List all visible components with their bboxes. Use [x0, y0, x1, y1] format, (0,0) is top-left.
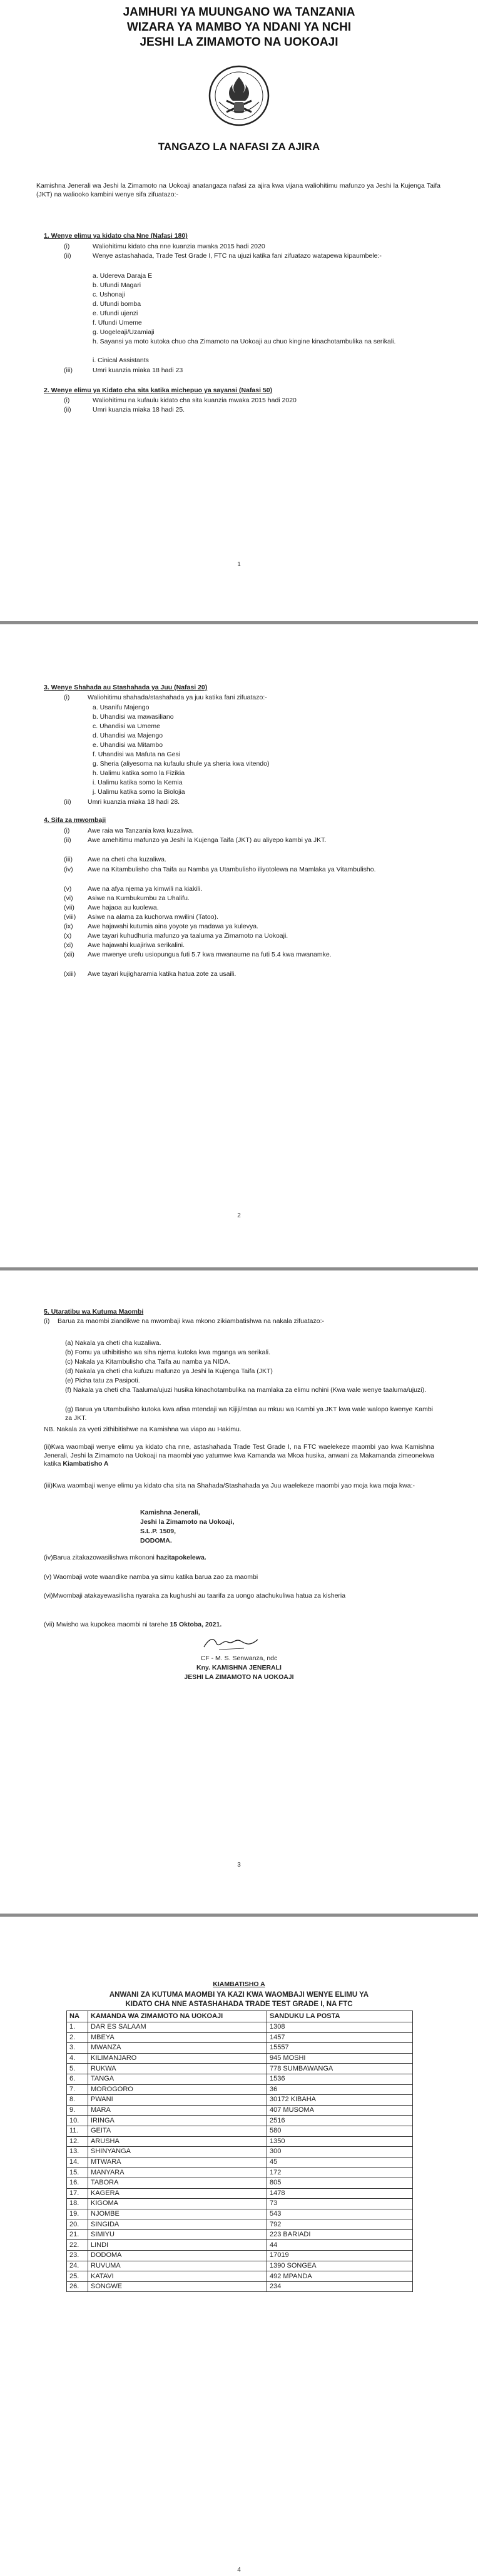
region-commander: PWANI	[88, 2095, 267, 2106]
section-1-item: Wenye astashahada, Trade Test Grade I, FTC na ujuzi katika fani zifuatazo watapewa kipaumbele:-	[93, 252, 382, 260]
table-row	[67, 2064, 413, 2074]
region-commander: KIGOMA	[88, 2199, 267, 2209]
row-number: 23.	[67, 2251, 88, 2261]
row-number: 25.	[67, 2271, 88, 2282]
table-row	[67, 2261, 413, 2271]
postal-box: 36	[267, 2084, 413, 2095]
nb-note: NB. Nakala za vyeti zithibitishwe na Kamishna wa viapo au Hakimu.	[44, 1426, 242, 1433]
postal-box: 45	[267, 2157, 413, 2168]
item-number: (v)	[44, 1573, 52, 1581]
item-number: (vii)	[64, 904, 74, 911]
qualification-item: Asiwe na Kumbukumbu za Uhalifu.	[88, 895, 190, 902]
fire-rescue-emblem-icon	[208, 64, 270, 127]
qualification-item: Awe amehitimu mafunzo ya Jeshi la Kujenga Taifa (JKT) au aliyepo kambi ya JKT.	[88, 836, 327, 844]
page-4	[0, 1917, 478, 2576]
postal-box: 792	[267, 2219, 413, 2230]
address-line: S.L.P. 1509,	[140, 1528, 176, 1535]
list-item: g. Sheria (aliyesoma na kufaulu shule ya sheria kwa vitendo)	[93, 760, 270, 768]
item-number: (v)	[64, 885, 72, 893]
item-number: (i)	[64, 827, 70, 834]
region-commander: DAR ES SALAAM	[88, 2022, 267, 2033]
item-number: (vii)	[44, 1621, 54, 1628]
application-item	[44, 1482, 434, 1491]
qualification-item: Awe mwenye urefu usiopungua futi 5.7 kwa mwanaume na futi 5.4 kwa mwanamke.	[88, 951, 332, 958]
header-line-1: JAMHURI YA MUUNGANO WA TANZANIA	[123, 6, 355, 19]
row-number: 11.	[67, 2126, 88, 2136]
row-number: 3.	[67, 2043, 88, 2054]
attachment-item: (b) Fomu ya uthibitisho wa siha njema kutoka kwa mganga wa serikali.	[65, 1349, 270, 1356]
table-row	[67, 2105, 413, 2116]
qualification-item: Awe tayari kujigharamia katika hatua zote za usaili.	[88, 970, 236, 978]
region-commander: KATAVI	[88, 2271, 267, 2282]
row-number: 12.	[67, 2136, 88, 2147]
region-commander: NJOMBE	[88, 2209, 267, 2219]
region-commander: ARUSHA	[88, 2136, 267, 2147]
row-number: 9.	[67, 2105, 88, 2116]
signatory-title: Kny. KAMISHNA JENERALI	[196, 1664, 282, 1671]
table-row	[67, 2168, 413, 2178]
section-1-item: Waliohitimu kidato cha nne kuanzia mwaka 2015 hadi 2020	[93, 243, 265, 250]
commanders-address-table	[66, 2011, 413, 2292]
region-commander: MANYARA	[88, 2168, 267, 2178]
table-row	[67, 2199, 413, 2209]
table-row	[67, 2116, 413, 2126]
list-item: e. Ufundi ujenzi	[93, 310, 138, 317]
header-line-3: JESHI LA ZIMAMOTO NA UOKOAJI	[140, 36, 338, 49]
item-number: (vi)	[44, 1592, 53, 1600]
list-item: i. Ualimu katika somo la Kemia	[93, 779, 183, 786]
row-number: 10.	[67, 2116, 88, 2126]
signature-block	[145, 1654, 333, 1682]
region-commander: RUKWA	[88, 2064, 267, 2074]
row-number: 19.	[67, 2209, 88, 2219]
postal-box: 15557	[267, 2043, 413, 2054]
postal-box: 234	[267, 2281, 413, 2292]
page-3	[0, 1270, 478, 1914]
qualification-item: Awe na cheti cha kuzaliwa.	[88, 856, 166, 863]
application-item	[44, 1573, 258, 1582]
deadline-date: 15 Oktoba, 2021.	[170, 1621, 222, 1628]
list-item: b. Uhandisi wa mawasiliano	[93, 713, 174, 721]
postal-box: 1478	[267, 2188, 413, 2199]
column-header: SANDUKU LA POSTA	[267, 2011, 413, 2022]
section-1-item: Umri kuanzia miaka 18 hadi 23	[93, 367, 183, 374]
item-number: (ii)	[44, 1443, 51, 1451]
row-number: 7.	[67, 2084, 88, 2095]
attachment-item: (d) Nakala ya cheti cha kufuzu mafunzo ya Jeshi la Kujenga Taifa (JKT)	[65, 1367, 273, 1375]
table-row	[67, 2074, 413, 2084]
postal-box: 1350	[267, 2136, 413, 2147]
item-text: Mwisho wa kupokea maombi ni tarehe	[56, 1621, 170, 1628]
region-commander: TABORA	[88, 2178, 267, 2188]
page-number: 2	[237, 1212, 241, 1219]
row-number: 15.	[67, 2168, 88, 2178]
item-number: (iii)	[44, 1482, 53, 1489]
qualification-item: Awe hajaoa au kuolewa.	[88, 904, 159, 911]
table-row	[67, 2188, 413, 2199]
region-commander: TANGA	[88, 2074, 267, 2084]
table-row	[67, 2251, 413, 2261]
postal-box: 1457	[267, 2032, 413, 2043]
table-row	[67, 2053, 413, 2064]
list-item: h. Ualimu katika somo la Fizikia	[93, 769, 185, 777]
row-number: 16.	[67, 2178, 88, 2188]
table-row	[67, 2095, 413, 2106]
notice-title: TANGAZO LA NAFASI ZA AJIRA	[158, 141, 320, 153]
list-item: d. Ufundi bomba	[93, 300, 141, 308]
item-number: (vi)	[64, 895, 73, 902]
item-number: (i)	[44, 1317, 50, 1325]
row-number: 5.	[67, 2064, 88, 2074]
region-commander: KAGERA	[88, 2188, 267, 2199]
annex-title: KIAMBATISHO A	[213, 1980, 265, 1988]
annex-reference: Kiambatisho A	[63, 1460, 109, 1468]
region-commander: IRINGA	[88, 2116, 267, 2126]
region-commander: SINGIDA	[88, 2219, 267, 2230]
row-number: 4.	[67, 2053, 88, 2064]
table-row	[67, 2022, 413, 2033]
table-row	[67, 2157, 413, 2168]
signatory-office: JESHI LA ZIMAMOTO NA UOKOAJI	[184, 1673, 294, 1681]
row-number: 6.	[67, 2074, 88, 2084]
postal-box: 223 BARIADI	[267, 2229, 413, 2240]
table-row	[67, 2209, 413, 2219]
row-number: 20.	[67, 2219, 88, 2230]
table-row	[67, 2147, 413, 2158]
postal-box: 805	[267, 2178, 413, 2188]
qualification-item: Awe hajawahi kutumia aina yoyote ya madawa ya kulevya.	[88, 923, 258, 930]
section-3-item: Umri kuanzia miaka 18 hadi 28.	[88, 798, 180, 806]
item-text: Waombaji wote waandike namba ya simu katika barua zao za maombi	[53, 1573, 258, 1581]
postal-box: 17019	[267, 2251, 413, 2261]
list-item: f. Ufundi Umeme	[93, 319, 142, 327]
postal-box: 2516	[267, 2116, 413, 2126]
section-2-item: Waliohitimu na kufaulu kidato cha sita kuanzia mwaka 2015 hadi 2020	[93, 397, 297, 404]
item-number: (ii)	[64, 798, 71, 806]
region-commander: SONGWE	[88, 2281, 267, 2292]
item-number: (xi)	[64, 941, 73, 949]
row-number: 1.	[67, 2022, 88, 2033]
section-3-heading: 3. Wenye Shahada au Stashahada ya Juu (Nafasi 20)	[44, 684, 208, 691]
item-number: (i)	[64, 397, 70, 404]
row-number: 21.	[67, 2229, 88, 2240]
table-row	[67, 2126, 413, 2136]
row-number: 8.	[67, 2095, 88, 2106]
item-text: Barua zitakazowasilishwa mkononi	[53, 1554, 156, 1561]
postal-box: 30172 KIBAHA	[267, 2095, 413, 2106]
list-item: b. Ufundi Magari	[93, 281, 141, 289]
region-commander: MTWARA	[88, 2157, 267, 2168]
region-commander: MARA	[88, 2105, 267, 2116]
application-item	[44, 1592, 434, 1601]
table-row	[67, 2219, 413, 2230]
table-row	[67, 2271, 413, 2282]
row-number: 26.	[67, 2281, 88, 2292]
item-number: (ii)	[64, 252, 71, 260]
table-header-row	[67, 2011, 413, 2022]
list-item: a. Udereva Daraja E	[93, 272, 153, 280]
row-number: 24.	[67, 2261, 88, 2271]
section-3-item: Waliohitimu shahada/stashahada ya juu katika fani zifuatazo:-	[88, 694, 267, 701]
list-item: f. Uhandisi wa Mafuta na Gesi	[93, 751, 181, 758]
postal-box: 1308	[267, 2022, 413, 2033]
list-item: i. Cinical Assistants	[93, 357, 149, 364]
row-number: 2.	[67, 2032, 88, 2043]
page-number: 1	[237, 561, 241, 568]
row-number: 22.	[67, 2240, 88, 2251]
region-commander: GEITA	[88, 2126, 267, 2136]
section-4-heading: 4. Sifa za mwombaji	[44, 816, 106, 824]
row-number: 18.	[67, 2199, 88, 2209]
application-item	[44, 1554, 206, 1563]
section-2-heading: 2. Wenye elimu ya Kidato cha sita katika michepuo ya sayansi (Nafasi 50)	[44, 387, 273, 394]
postal-box: 407 MUSOMA	[267, 2105, 413, 2116]
application-item	[44, 1443, 434, 1469]
postal-box: 44	[267, 2240, 413, 2251]
table-row	[67, 2043, 413, 2054]
row-number: 13.	[67, 2147, 88, 2158]
table-row	[67, 2281, 413, 2292]
list-item: c. Uhandisi wa Umeme	[93, 723, 160, 730]
list-item: h. Sayansi ya moto kutoka chuo cha Zimamoto na Uokoaji au chuo kingine kinachotambulika na serikali.	[93, 338, 396, 345]
attachment-item: (g) Barua ya Utambulisho kutoka kwa afisa mtendaji wa Kijiji/mtaa au mkuu wa Kambi ya JKT kwa wale walopo kwenye Kambi za JKT.	[65, 1406, 433, 1422]
item-number: (x)	[64, 932, 72, 940]
annex-subtitle-2: KIDATO CHA NNE ASTASHAHADA TRADE TEST GRADE I, NA FTC	[125, 2000, 353, 2008]
application-item	[44, 1621, 221, 1630]
item-number: (viii)	[64, 913, 76, 921]
postal-box: 543	[267, 2209, 413, 2219]
list-item: j. Ualimu katika somo la Biolojia	[93, 788, 185, 796]
postal-box: 1536	[267, 2074, 413, 2084]
region-commander: DODOMA	[88, 2251, 267, 2261]
region-commander: MWANZA	[88, 2043, 267, 2054]
application-item: Barua za maombi ziandikwe na mwombaji kwa mkono zikiambatishwa na nakala zifuatazo:-	[58, 1317, 325, 1325]
attachment-item: (a) Nakala ya cheti cha kuzaliwa.	[65, 1339, 161, 1347]
column-header: KAMANDA WA ZIMAMOTO NA UOKOAJI	[88, 2011, 267, 2022]
item-number: (ii)	[64, 836, 71, 844]
list-item: a. Usanifu Majengo	[93, 704, 150, 711]
table-row	[67, 2178, 413, 2188]
section-2-item: Umri kuanzia miaka 18 hadi 25.	[93, 406, 185, 413]
region-commander: LINDI	[88, 2240, 267, 2251]
item-number: (ix)	[64, 923, 73, 930]
item-number: (i)	[64, 694, 70, 701]
letterhead	[0, 5, 478, 50]
item-number: (xiii)	[64, 970, 76, 978]
table-row	[67, 2084, 413, 2095]
qualification-item: Awe hajawahi kuajiriwa serikalini.	[88, 941, 185, 949]
postal-box: 945 MOSHI	[267, 2053, 413, 2064]
region-commander: SHINYANGA	[88, 2147, 267, 2158]
section-5-heading: 5. Utaratibu wa Kutuma Maombi	[44, 1308, 144, 1316]
qualification-item: Awe raia wa Tanzania kwa kuzaliwa.	[88, 827, 194, 834]
list-item: c. Ushonaji	[93, 291, 125, 298]
item-number: (ii)	[64, 406, 71, 413]
annex-subtitle-1: ANWANI ZA KUTUMA MAOMBI YA KAZI KWA WAOMBAJI WENYE ELIMU YA	[109, 1991, 369, 1999]
row-number: 17.	[67, 2188, 88, 2199]
region-commander: KILIMANJARO	[88, 2053, 267, 2064]
postal-box: 73	[267, 2199, 413, 2209]
qualification-item: Awe tayari kuhudhuria mafunzo ya taaluma ya Zimamoto na Uokoaji.	[88, 932, 288, 940]
page-2	[0, 624, 478, 1267]
address-line: Kamishna Jenerali,	[140, 1509, 200, 1516]
qualification-item: Awe na Kitambulisho cha Taifa au Namba ya Utambulisho iliyotolewa na Mamlaka ya Vitambulisho.	[88, 866, 376, 873]
region-commander: MOROGORO	[88, 2084, 267, 2095]
item-number: (xii)	[64, 951, 74, 958]
signatory-name: CF - M. S. Senwanza, ndc	[200, 1655, 278, 1662]
region-commander: MBEYA	[88, 2032, 267, 2043]
item-number: (iii)	[64, 367, 73, 374]
postal-box: 492 MPANDA	[267, 2271, 413, 2282]
section-1-heading: 1. Wenye elimu ya kidato cha Nne (Nafasi 180)	[44, 232, 188, 240]
qualification-item: Asiwe na alama za kuchorwa mwilini (Tatoo).	[88, 913, 218, 921]
header-line-2: WIZARA YA MAMBO YA NDANI YA NCHI	[126, 21, 352, 34]
postal-box: 172	[267, 2168, 413, 2178]
list-item: g. Uogeleaji/Uzamiaji	[93, 328, 155, 336]
list-item: e. Uhandisi wa Mitambo	[93, 741, 163, 749]
list-item: d. Uhandisi wa Majengo	[93, 732, 163, 739]
item-text: Mwombaji atakayewasilisha nyaraka za kughushi au taarifa za uongo atachukuliwa hatua za kisheria	[53, 1592, 346, 1600]
region-commander: SIMIYU	[88, 2229, 267, 2240]
table-row	[67, 2136, 413, 2147]
page-number: 4	[237, 2567, 241, 2573]
page-number: 3	[237, 1862, 241, 1869]
table-row	[67, 2032, 413, 2043]
address-line: DODOMA.	[140, 1537, 172, 1544]
postal-box: 778 SUMBAWANGA	[267, 2064, 413, 2074]
attachment-item: (c) Nakala ya Kitambulisho cha Taifa au namba ya NIDA.	[65, 1358, 231, 1366]
postal-box: 1390 SONGEA	[267, 2261, 413, 2271]
table-row	[67, 2240, 413, 2251]
address-line: Jeshi la Zimamoto na Uokoaji,	[140, 1518, 235, 1526]
qualification-item: Awe na afya njema ya kimwili na kiakili.	[88, 885, 203, 893]
page-1	[0, 0, 478, 621]
column-header: NA	[67, 2011, 88, 2022]
item-number: (i)	[64, 243, 70, 250]
region-commander: RUVUMA	[88, 2261, 267, 2271]
intro-paragraph: Kamishna Jenerali wa Jeshi la Zimamoto na Uokoaji anatangaza nafasi za ajira kwa vijana waliohitimu mafunzo ya Jeshi la Kujenga Taifa (JKT) na waliooko kambini wenye sifa zifuatazo:-	[36, 182, 440, 198]
row-number: 14.	[67, 2157, 88, 2168]
signature-icon	[200, 1635, 263, 1652]
postal-box: 580	[267, 2126, 413, 2136]
item-number: (iii)	[64, 856, 73, 863]
emphasis-text: hazitapokelewa.	[156, 1554, 206, 1561]
table-row	[67, 2229, 413, 2240]
postal-address	[140, 1508, 235, 1546]
item-text: Kwa waombaji wenye elimu ya kidato cha sita na Shahada/Stashahada ya Juu waelekeze maombi yao moja kwa moja kwa:-	[53, 1482, 415, 1489]
item-number: (iv)	[64, 866, 73, 873]
attachment-item: (f) Nakala ya cheti cha Taaluma/ujuzi husika kinachotambulika na mamlaka za elimu nchini (Kwa wale wenye taaluma/ujuzi).	[65, 1386, 426, 1394]
item-text: Kwa waombaji wenye elimu ya kidato cha nne, astashahada Trade Test Grade I, na FTC waelekeze maombi yao kwa Kamishna Jenerali, Jeshi la Zimamoto na Uokoaji na maombi yao yatumwe kwa Kamanda wa Mkoa husika, anwani za Makamanda zimeonekwa katika	[44, 1443, 434, 1468]
postal-box: 300	[267, 2147, 413, 2158]
attachment-item: (e) Picha tatu za Pasipoti.	[65, 1377, 140, 1384]
item-number: (iv)	[44, 1554, 53, 1561]
